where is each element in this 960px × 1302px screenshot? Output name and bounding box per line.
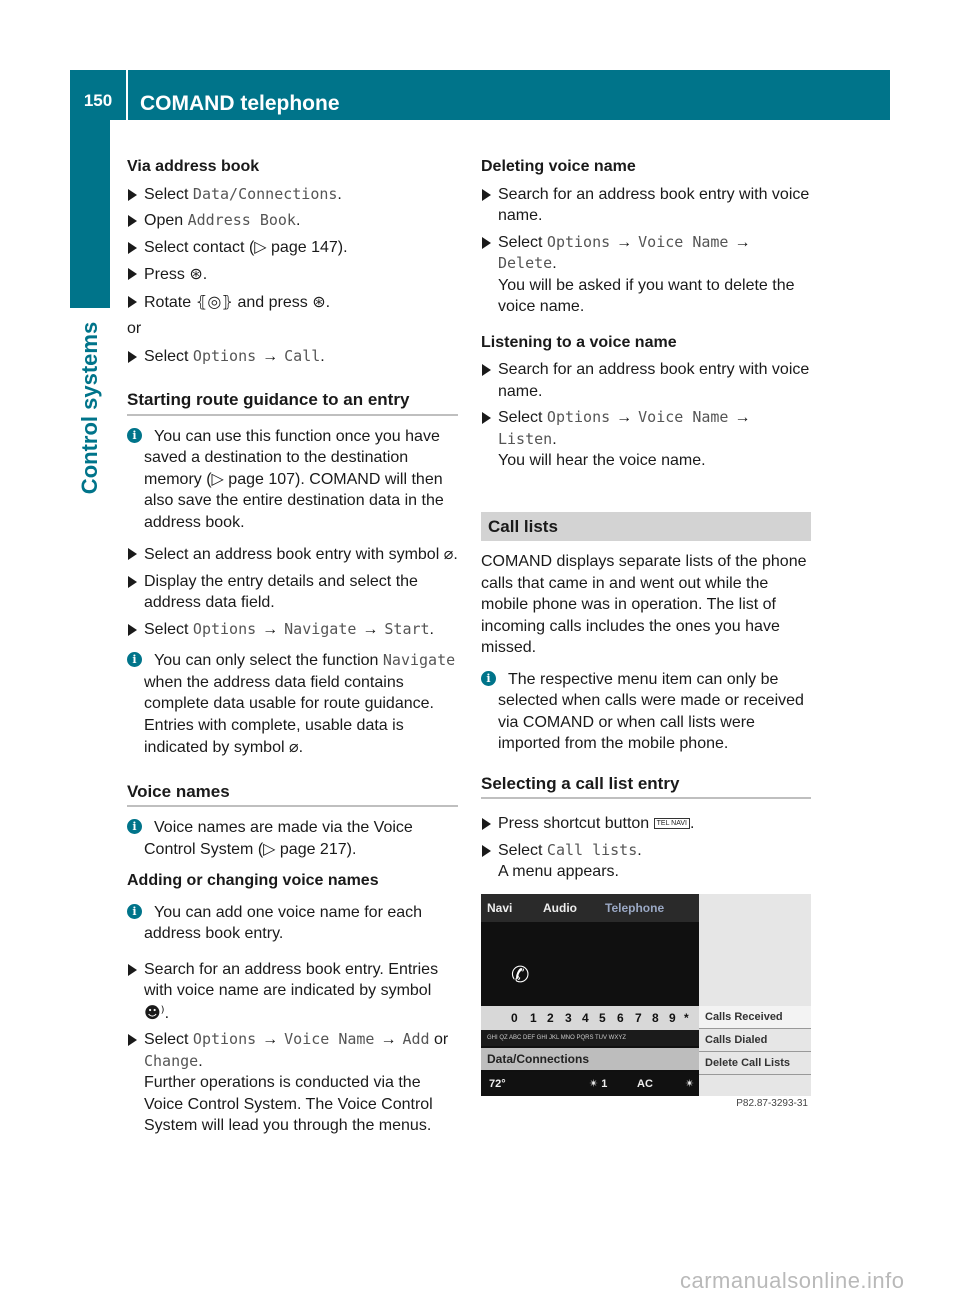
step: Select Options → Navigate → Start.	[127, 619, 458, 641]
phone-call-icon: ✆	[511, 962, 530, 987]
deleting-voice-name-heading: Deleting voice name	[481, 158, 636, 175]
step: Press shortcut button TEL NAVI .	[481, 813, 811, 835]
screen-digit-row: 0 1 2 3 4 5 6 7 8 9 *	[481, 1006, 699, 1030]
arrow-right-icon: →	[262, 620, 279, 638]
step-arrow-icon	[128, 1034, 137, 1046]
screen-status-bar: 72° ✴ 1 AC ✴	[481, 1072, 699, 1096]
route-guidance-heading: Starting route guidance to an entry	[127, 389, 458, 416]
rotate-icon: ⦃◎⦄	[195, 291, 234, 311]
step-arrow-icon	[128, 548, 137, 560]
arrow-right-icon: →	[262, 1031, 279, 1048]
arrow-right-icon: →	[616, 233, 633, 251]
step-arrow-icon	[128, 268, 137, 280]
step-arrow-icon	[128, 215, 137, 227]
navigation-symbol-icon: ⌀	[443, 544, 454, 563]
voice-symbol-icon: ☻⁾	[144, 1002, 165, 1022]
right-column	[481, 152, 811, 888]
side-label	[70, 308, 110, 508]
step-arrow-icon	[128, 624, 137, 636]
step-arrow-icon	[128, 189, 137, 201]
step: Select Options → Voice Name → Listen. You will hear the voice name.	[481, 407, 811, 472]
adding-voice-names-heading: Adding or changing voice names	[127, 872, 379, 889]
via-address-book-heading: Via address book	[127, 158, 260, 175]
or-text: or	[127, 320, 142, 337]
side-label-text: Control systems	[77, 321, 102, 495]
step-arrow-icon	[482, 237, 491, 249]
step-arrow-icon	[128, 964, 137, 976]
step: Select contact (▷ page 147).	[127, 237, 458, 259]
watermark: carmanualsonline.info	[680, 1268, 905, 1293]
listening-heading: Listening to a voice name	[481, 333, 677, 351]
press-icon: ⊛	[189, 264, 203, 283]
step: Search for an address book entry with voice name.	[481, 359, 811, 402]
step: Display the entry details and select the address data field.	[127, 571, 458, 614]
step: Select an address book entry with symbol ⌀.	[127, 543, 458, 566]
side-tab	[70, 120, 110, 308]
step: Select Data/Connections.	[127, 184, 458, 206]
step-arrow-icon	[128, 351, 137, 363]
menu-calls-dialed: Calls Dialed	[699, 1029, 811, 1052]
info-icon: i	[127, 428, 142, 443]
info-note: i You can use this function once you have saved a destination to the destination memory (▷ page 107). COMAND will then also save the entire destination data in the address book.	[127, 426, 458, 534]
step-arrow-icon	[482, 818, 491, 830]
screen-tab-telephone: Telephone	[605, 901, 665, 915]
info-note: i You can add one voice name for each address book entry.	[127, 902, 458, 945]
screen-tab-navi: Navi	[487, 901, 513, 915]
arrow-right-icon: →	[262, 347, 279, 365]
call-lists-heading: Call lists	[481, 512, 811, 542]
step: Select Call lists. A menu appears.	[481, 840, 811, 883]
arrow-right-icon: →	[734, 233, 751, 251]
page-title: COMAND telephone	[140, 92, 340, 115]
menu-calls-received: Calls Received	[699, 1006, 811, 1029]
page-number: 150	[83, 91, 113, 110]
info-icon: i	[127, 904, 142, 919]
step-arrow-icon	[128, 576, 137, 588]
step: Search for an address book entry with voice name.	[481, 184, 811, 227]
arrow-right-icon: →	[380, 1031, 397, 1048]
step-arrow-icon	[482, 845, 491, 857]
info-icon: i	[481, 671, 496, 686]
navigation-symbol-icon: ⌀	[288, 737, 299, 756]
selecting-call-list-heading: Selecting a call list entry	[481, 773, 811, 800]
comand-screen-illustration	[481, 894, 811, 1096]
voice-names-heading: Voice names	[127, 781, 458, 808]
arrow-right-icon: →	[734, 409, 751, 426]
screen-letter-row: GHI QZ ABC DEF GHI JKL MNO PQRS TUV WXYZ	[481, 1030, 699, 1046]
image-caption: P82.87-3293-31	[736, 1098, 808, 1109]
page-header	[70, 70, 890, 120]
info-note: i Voice names are made via the Voice Control System (▷ page 217).	[127, 817, 458, 860]
left-column	[127, 152, 458, 1142]
step: Search for an address book entry. Entries with voice name are indicated by symbol ☻⁾.	[127, 959, 458, 1025]
tel-navi-button-icon: TEL NAVI	[654, 818, 690, 829]
arrow-right-icon: →	[362, 620, 379, 638]
header-divider	[126, 70, 128, 120]
arrow-right-icon: →	[616, 409, 633, 426]
info-note: i The respective menu item can only be selected when calls were made or received via COMAND or when call lists were imported from the mobile phone.	[481, 669, 811, 755]
step-arrow-icon	[482, 412, 491, 424]
info-note: i You can only select the function Navigate when the address data field contains complete data usable for route guidance. Entries with complete, usable data is indicated by symbol ⌀.	[127, 650, 458, 759]
call-lists-paragraph: COMAND displays separate lists of the phone calls that came in and went out while the mobile phone was in operation. The list of incoming calls includes the ones you have missed.	[481, 553, 807, 656]
step: Select Options → Voice Name → Add or Change. Further operations is conducted via the Voice Control System. The Voice Control System will lead you through the menus.	[127, 1029, 458, 1137]
step: Rotate ⦃◎⦄ and press ⊛.	[127, 291, 458, 314]
info-icon: i	[127, 819, 142, 834]
screen-tab-audio: Audio	[543, 901, 577, 915]
screen-call-list-menu	[699, 1006, 811, 1075]
screen-data-connections: Data/Connections	[481, 1048, 699, 1070]
step: Press ⊛.	[127, 263, 458, 286]
step: Select Options → Voice Name → Delete. You will be asked if you want to delete the voice name.	[481, 232, 811, 318]
step: Open Address Book.	[127, 210, 458, 232]
step-arrow-icon	[128, 242, 137, 254]
step-arrow-icon	[482, 364, 491, 376]
screen-tab-bar	[481, 894, 699, 922]
info-icon: i	[127, 652, 142, 667]
step-arrow-icon	[482, 189, 491, 201]
step: Select Options → Call.	[127, 346, 458, 368]
step-arrow-icon	[128, 296, 137, 308]
press-icon: ⊛	[312, 291, 326, 311]
menu-delete-call-lists: Delete Call Lists	[699, 1052, 811, 1075]
